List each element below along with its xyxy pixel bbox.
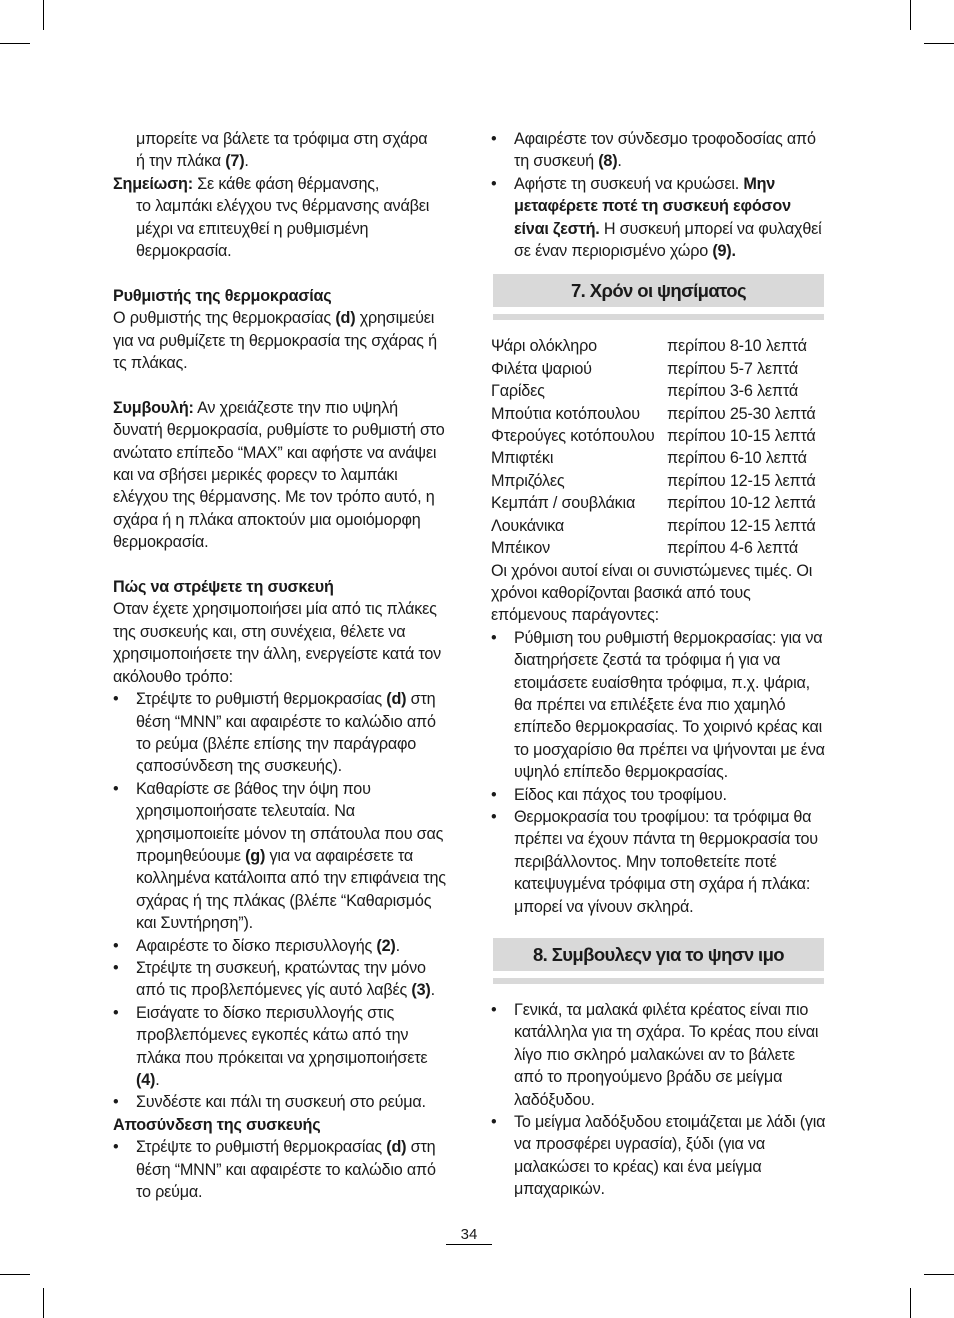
disconnect-steps-list	[491, 128, 826, 262]
table-row	[491, 470, 816, 492]
left-column	[113, 128, 448, 1203]
bullet-icon: •	[491, 628, 497, 647]
bullet-icon: •	[113, 1138, 119, 1157]
crop-mark	[910, 0, 911, 30]
time-cell: περίπου 25-30 λεπτά	[667, 404, 816, 423]
tip-text: Αν χρειάζεστε την πιο υψηλή δυνατή θερμοκρασία, ρυθμίστε το ρυθμιστή στο ανώτατο επίπεδο “MAX” και αφήστε να ανάψει και να σβήσει μερικές φορεςν το λαμπάκι ελέγχου της θέρμανσης. Με τον τρόπο αυτό, η σχάρα ή η πλάκα αποκτούν μια ομοιόμορφη θερμοκρασία.	[113, 398, 445, 552]
crop-mark	[43, 0, 44, 30]
food-cell: Φιλέτα ψαριού	[491, 359, 592, 378]
food-cell: Λουκάνικα	[491, 516, 565, 535]
list-item: • Εισάγατε το δίσκο περισυλλογής στις προβλεπόμενες εγκοπές κάτω από την πλάκα που πρόκειται να χρησιμοποιήσετε (4).	[113, 1003, 428, 1090]
bullet-icon: •	[491, 1113, 497, 1132]
tips-list	[491, 999, 826, 1201]
list-item: • Στρέψτε το ρυθμιστή θερμοκρασίας (d) στη θέση “MNN” και αφαιρέστε το καλώδιο από το ρεύμα.	[113, 1138, 436, 1202]
spacer	[113, 374, 448, 396]
note-text: το λαμπάκι ελέγχου τνς θέρμανσης ανάβει μέχρι να επιτευχθεί η ρυθμισμένη θερμοκρασία.	[136, 197, 430, 261]
time-cell: περίπου 12-15 λεπτά	[667, 516, 816, 535]
spacer	[491, 320, 826, 335]
time-cell: περίπου 6-10 λεπτά	[667, 449, 807, 468]
bullet-icon: •	[491, 1001, 497, 1019]
table-row	[491, 335, 816, 357]
tip-paragraph	[113, 397, 448, 554]
tip-label: Συμβουλή:	[113, 398, 194, 417]
crop-mark	[924, 1274, 954, 1275]
page-number-rule	[446, 1244, 492, 1245]
times-note: Οι χρόνοι αυτοί είναι οι συνιστώμενες τιμές. Οι χρόνοι καθορίζονται βασικά από τους επόμενους παράγοντες:	[491, 561, 813, 625]
bullet-icon: •	[113, 690, 119, 709]
food-cell: Γαρίδες	[491, 382, 545, 401]
food-cell: Μπούτια κοτόπουλου	[491, 404, 640, 423]
bullet-icon: •	[113, 958, 119, 977]
grill-plate-text	[113, 128, 448, 173]
bullet-icon: •	[113, 779, 119, 798]
spacer	[491, 918, 826, 938]
list-item: • Συνδέστε και πάλι τη συσκευή στο ρεύμα.	[113, 1091, 448, 1113]
spacer	[491, 262, 826, 274]
bullet-icon: •	[491, 174, 497, 193]
bullet-icon: •	[113, 1093, 119, 1112]
time-cell: περίπου 12-15 λεπτά	[667, 471, 816, 490]
spacer	[113, 262, 448, 284]
part-ref: (7)	[225, 152, 245, 171]
cooking-times-table	[491, 335, 816, 559]
table-row	[491, 492, 816, 514]
disconnect-list	[113, 1136, 448, 1203]
bullet-icon: •	[113, 936, 119, 955]
note-text: Σε κάθε φάση θέρμανσης,	[192, 174, 380, 193]
list-item: • Στρέψτε το ρυθμιστή θερμοκρασίας (d) στη θέση “MNN” και αφαιρέστε το καλώδιο από το ρεύμα (βλέπε επίσης την παράγραφο ςαποσύνδεση της συσκευής).	[113, 690, 436, 776]
text-line: ή την πλάκα	[136, 152, 226, 171]
bullet-icon: •	[491, 807, 497, 826]
section-7-heading: 7. Χρόν οι ψησίματος	[493, 274, 824, 307]
bullet-icon: •	[113, 1003, 119, 1022]
right-column	[491, 128, 826, 1201]
time-cell: περίπου 10-12 λεπτά	[667, 494, 816, 513]
thermostat-paragraph: Ο ρυθμιστής της θερμοκρασίας (d) χρησιμεύει για να ρυθμίζετε τη θερμοκρασία της σχάρας ή τς πλάκας.	[113, 309, 437, 373]
note-paragraph	[113, 173, 448, 263]
spacer	[113, 554, 448, 576]
food-cell: Μπέικον	[491, 539, 551, 558]
table-row	[491, 537, 816, 559]
time-cell: περίπου 8-10 λεπτά	[667, 337, 807, 356]
thermostat-heading: Ρυθμιστής της θερμοκρασίας	[113, 286, 332, 305]
time-cell: περίπου 10-15 λεπτά	[667, 427, 816, 446]
list-item: • Θερμοκρασία του τροφίμου: τα τρόφιμα θα πρέπει να έχουν πάντα τη θερμοκρασία του περιβάλλοντος. Μην τοποθετείτε ποτέ κατεψυγμένα τρόφιμα στη σχάρα ή πλάκα: μπορεί να γίνουν σκληρά.	[491, 807, 818, 916]
table-row	[491, 403, 816, 425]
bullet-icon: •	[491, 130, 497, 148]
crop-mark	[924, 43, 954, 44]
table-row	[491, 425, 816, 447]
text-line: μπορείτε να βάλετε τα τρόφιμα στη σχάρα	[136, 130, 428, 148]
table-row	[491, 515, 816, 537]
time-cell: περίπου 4-6 λεπτά	[667, 539, 798, 558]
factors-list	[491, 627, 826, 918]
list-item: • Ρύθμιση του ρυθμιστή θερμοκρασίας: για να διατηρήσετε ζεστά τα τρόφιμα ή για να ετοιμάσετε ευαίσθητα τρόφιμα, π.χ. ψάρια, θα πρέπει να επιλέξετε ένα πιο χαμηλό επίπεδο θερμοκρασίας. Το χοιρινό κρέας και το μοσχαρίσιο θα πρέπει να ψήνονται με ένα υψηλό επίπεδο θερμοκρασίας.	[491, 628, 825, 782]
crop-mark	[910, 1288, 911, 1318]
list-item: • Στρέψτε τη συσκευή, κρατώντας την μόνο από τις προβλεπόμενες γίς αυτό λαβές (3).	[113, 958, 435, 1000]
crop-mark	[43, 1288, 44, 1318]
part-ref: (d)	[335, 309, 356, 328]
list-item: • Γενικά, τα μαλακά φιλέτα κρέατος είναι πιο κατάλληλα για τη σχάρα. Το κρέας που είναι λίγο πιο σκληρό μαλακώνει αν το βάλετε από το προηγούμενο βράδυ σε μείγμα λαδόξυδου.	[491, 1001, 819, 1109]
turn-intro: Οταν έχετε χρησιμοποιήσει μία από τις πλάκες της συσκευής και, στη συνέχεια, θέλετε να χρησιμοποιήσετε την άλλη, ενεργείστε κατά τον ακόλουθο τρόπο:	[113, 600, 442, 686]
list-item: • Αφήστε τη συσκευή να κρυώσει. Μην μεταφέρετε ποτέ τη συσκευή εφόσον είναι ζεστή. Η συσκευή μπορεί να φυλαχθεί σε έναν περιορισμένο χώρο (9).	[491, 174, 822, 261]
table-row	[491, 380, 816, 402]
crop-mark	[0, 1274, 30, 1275]
list-item: • Καθαρίστε σε βάθος την όψη που χρησιμοποιήσατε τελευταία. Να χρησιμοποιείτε μόνον τη σπάτουλα που σας προμηθεύουμε (g) για να αφαιρέσετε τα κολλημένα κατάλοιπα από την επιφάνεια της σχάρας ή της πλάκας (βλέπε “Καθαρισμός και Συντήρηση”).	[113, 779, 446, 933]
food-cell: Κεμπάπ / σουβλάκια	[491, 494, 636, 513]
list-item: • Το μείγμα λαδόξυδου ετοιμάζεται με λάδι (για να προσφέρει υγρασία), ξύδι (για να μαλακώσει το κρέας) και ένα μείγμα μπαχαρικών.	[491, 1113, 826, 1199]
food-cell: Μπριζόλες	[491, 471, 565, 490]
turn-heading: Πώς να στρέψετε τη συσκευή	[113, 578, 334, 597]
section-8-heading: 8. Συμβουλεςν για το ψησν ιμο	[493, 938, 824, 971]
food-cell: Μπιφτέκι	[491, 449, 554, 468]
text-line: .	[244, 152, 249, 171]
page-number: 34	[460, 1226, 478, 1243]
list-item: • Αφαιρέστε τον σύνδεσμο τροφοδοσίας από τη συσκευή (8).	[491, 130, 816, 171]
bullet-icon: •	[491, 785, 497, 804]
turn-steps-list	[113, 688, 448, 1114]
table-row	[491, 358, 816, 380]
time-cell: περίπου 5-7 λεπτά	[667, 359, 798, 378]
crop-mark	[0, 43, 30, 44]
food-cell: Φτερούγες κοτόπουλου	[491, 427, 655, 446]
list-item: • Είδος και πάχος του τροφίμου.	[491, 784, 826, 806]
time-cell: περίπου 3-6 λεπτά	[667, 382, 798, 401]
food-cell: Ψάρι ολόκληρο	[491, 337, 597, 356]
table-row	[491, 447, 816, 469]
list-item: • Αφαιρέστε το δίσκο περισυλλογής (2).	[113, 935, 448, 957]
note-label: Σημείωση:	[113, 174, 193, 193]
spacer	[491, 984, 826, 999]
disconnect-heading: Αποσύνδεση της συσκευής	[113, 1115, 321, 1134]
